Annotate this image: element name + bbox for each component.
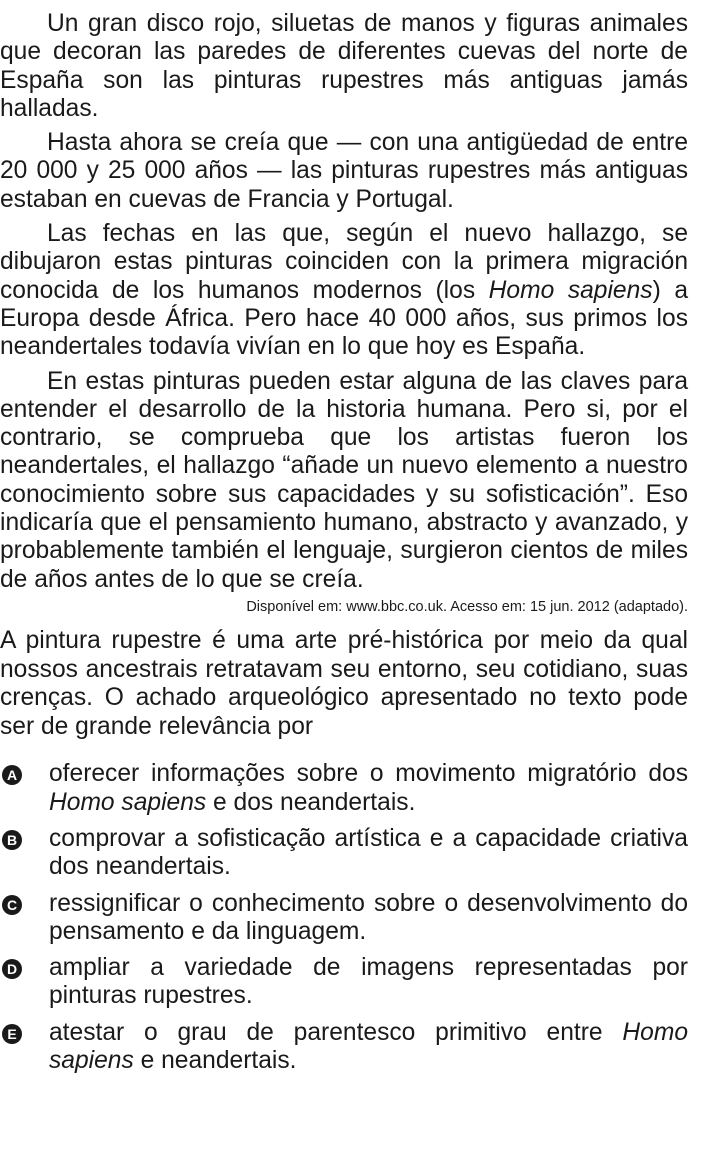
option-d[interactable]	[0, 954, 688, 1011]
option-d-letter-badge: D	[2, 959, 22, 979]
option-a-species-name: Homo sapiens	[49, 788, 207, 816]
passage-paragraph-3-part-2: ) a Europa desde África. Pero hace 40 000 años, sus primos los neandertales todavía vivían en lo que hoy es España.	[0, 276, 689, 361]
option-c-text: ressignificar o conhecimento sobre o desenvolvimento do pensamento e da linguagem.	[49, 889, 688, 945]
option-e-text-part-2: e neandertais.	[133, 1046, 297, 1074]
option-a-text-part-2: e dos neandertais.	[206, 788, 416, 816]
option-b-text: comprovar a sofisticação artística e a capacidade criativa dos neandertais.	[49, 824, 688, 881]
option-a[interactable]	[0, 760, 688, 817]
option-a-text-part-1: oferecer informações sobre o movimento migratório dos	[49, 760, 688, 788]
passage-paragraph-4: En estas pinturas pueden estar alguna de las claves para entender el desarrollo de la historia humana. Pero si, por el contrario, se comprueba que los artistas fueron los neandertales, el hallazgo “añade un nuevo elemento a nuestro conocimiento sobre sus capacidades y su sofisticación”. Eso indicaría que el pensamiento humano, abstracto y avanzado, y probablemente también el lenguaje, surgieron cientos de miles de años antes de lo que se creía.	[0, 367, 688, 593]
passage-paragraph-2: Hasta ahora se creía que — con una antigüedad de entre 20 000 y 25 000 años — las pinturas rupestres más antiguas estaban en cuevas de Francia y Portugal.	[0, 129, 688, 213]
passage-paragraph-3-part-1: Las fechas en las que, según el nuevo hallazgo, se dibujaron estas pinturas coinciden con la primera migración conocida de los humanos modernos (los	[0, 220, 688, 304]
option-d-text: ampliar a variedade de imagens representadas por pinturas rupestres.	[49, 954, 688, 1010]
answer-options	[0, 760, 688, 1075]
option-c[interactable]	[0, 890, 688, 947]
option-a-letter-badge: A	[2, 765, 22, 785]
option-e[interactable]	[0, 1019, 688, 1076]
passage-paragraph-3	[0, 220, 688, 361]
source-citation: Disponível em: www.bbc.co.uk. Acesso em: 15 jun. 2012 (adaptado).	[246, 598, 688, 615]
option-e-species-name: Homo sapiens	[49, 1018, 688, 1074]
option-e-text-part-1: atestar o grau de parentesco primitivo entre	[49, 1018, 623, 1046]
option-c-letter-badge: C	[2, 895, 22, 915]
option-b-letter-badge: B	[2, 830, 22, 850]
option-b[interactable]	[0, 825, 688, 882]
species-name: Homo sapiens	[488, 276, 653, 304]
passage-paragraph-1: Un gran disco rojo, siluetas de manos y figuras animales que decoran las paredes de diferentes cuevas del norte de España son las pinturas rupestres más antiguas jamás halladas.	[0, 10, 688, 122]
question-stem: A pintura rupestre é uma arte pré-histórica por meio da qual nossos ancestrais retratavam seu entorno, seu cotidiano, suas crenças. O achado arqueológico apresentado no texto pode ser de grande relevância por	[0, 626, 688, 740]
option-e-letter-badge: E	[2, 1024, 22, 1044]
